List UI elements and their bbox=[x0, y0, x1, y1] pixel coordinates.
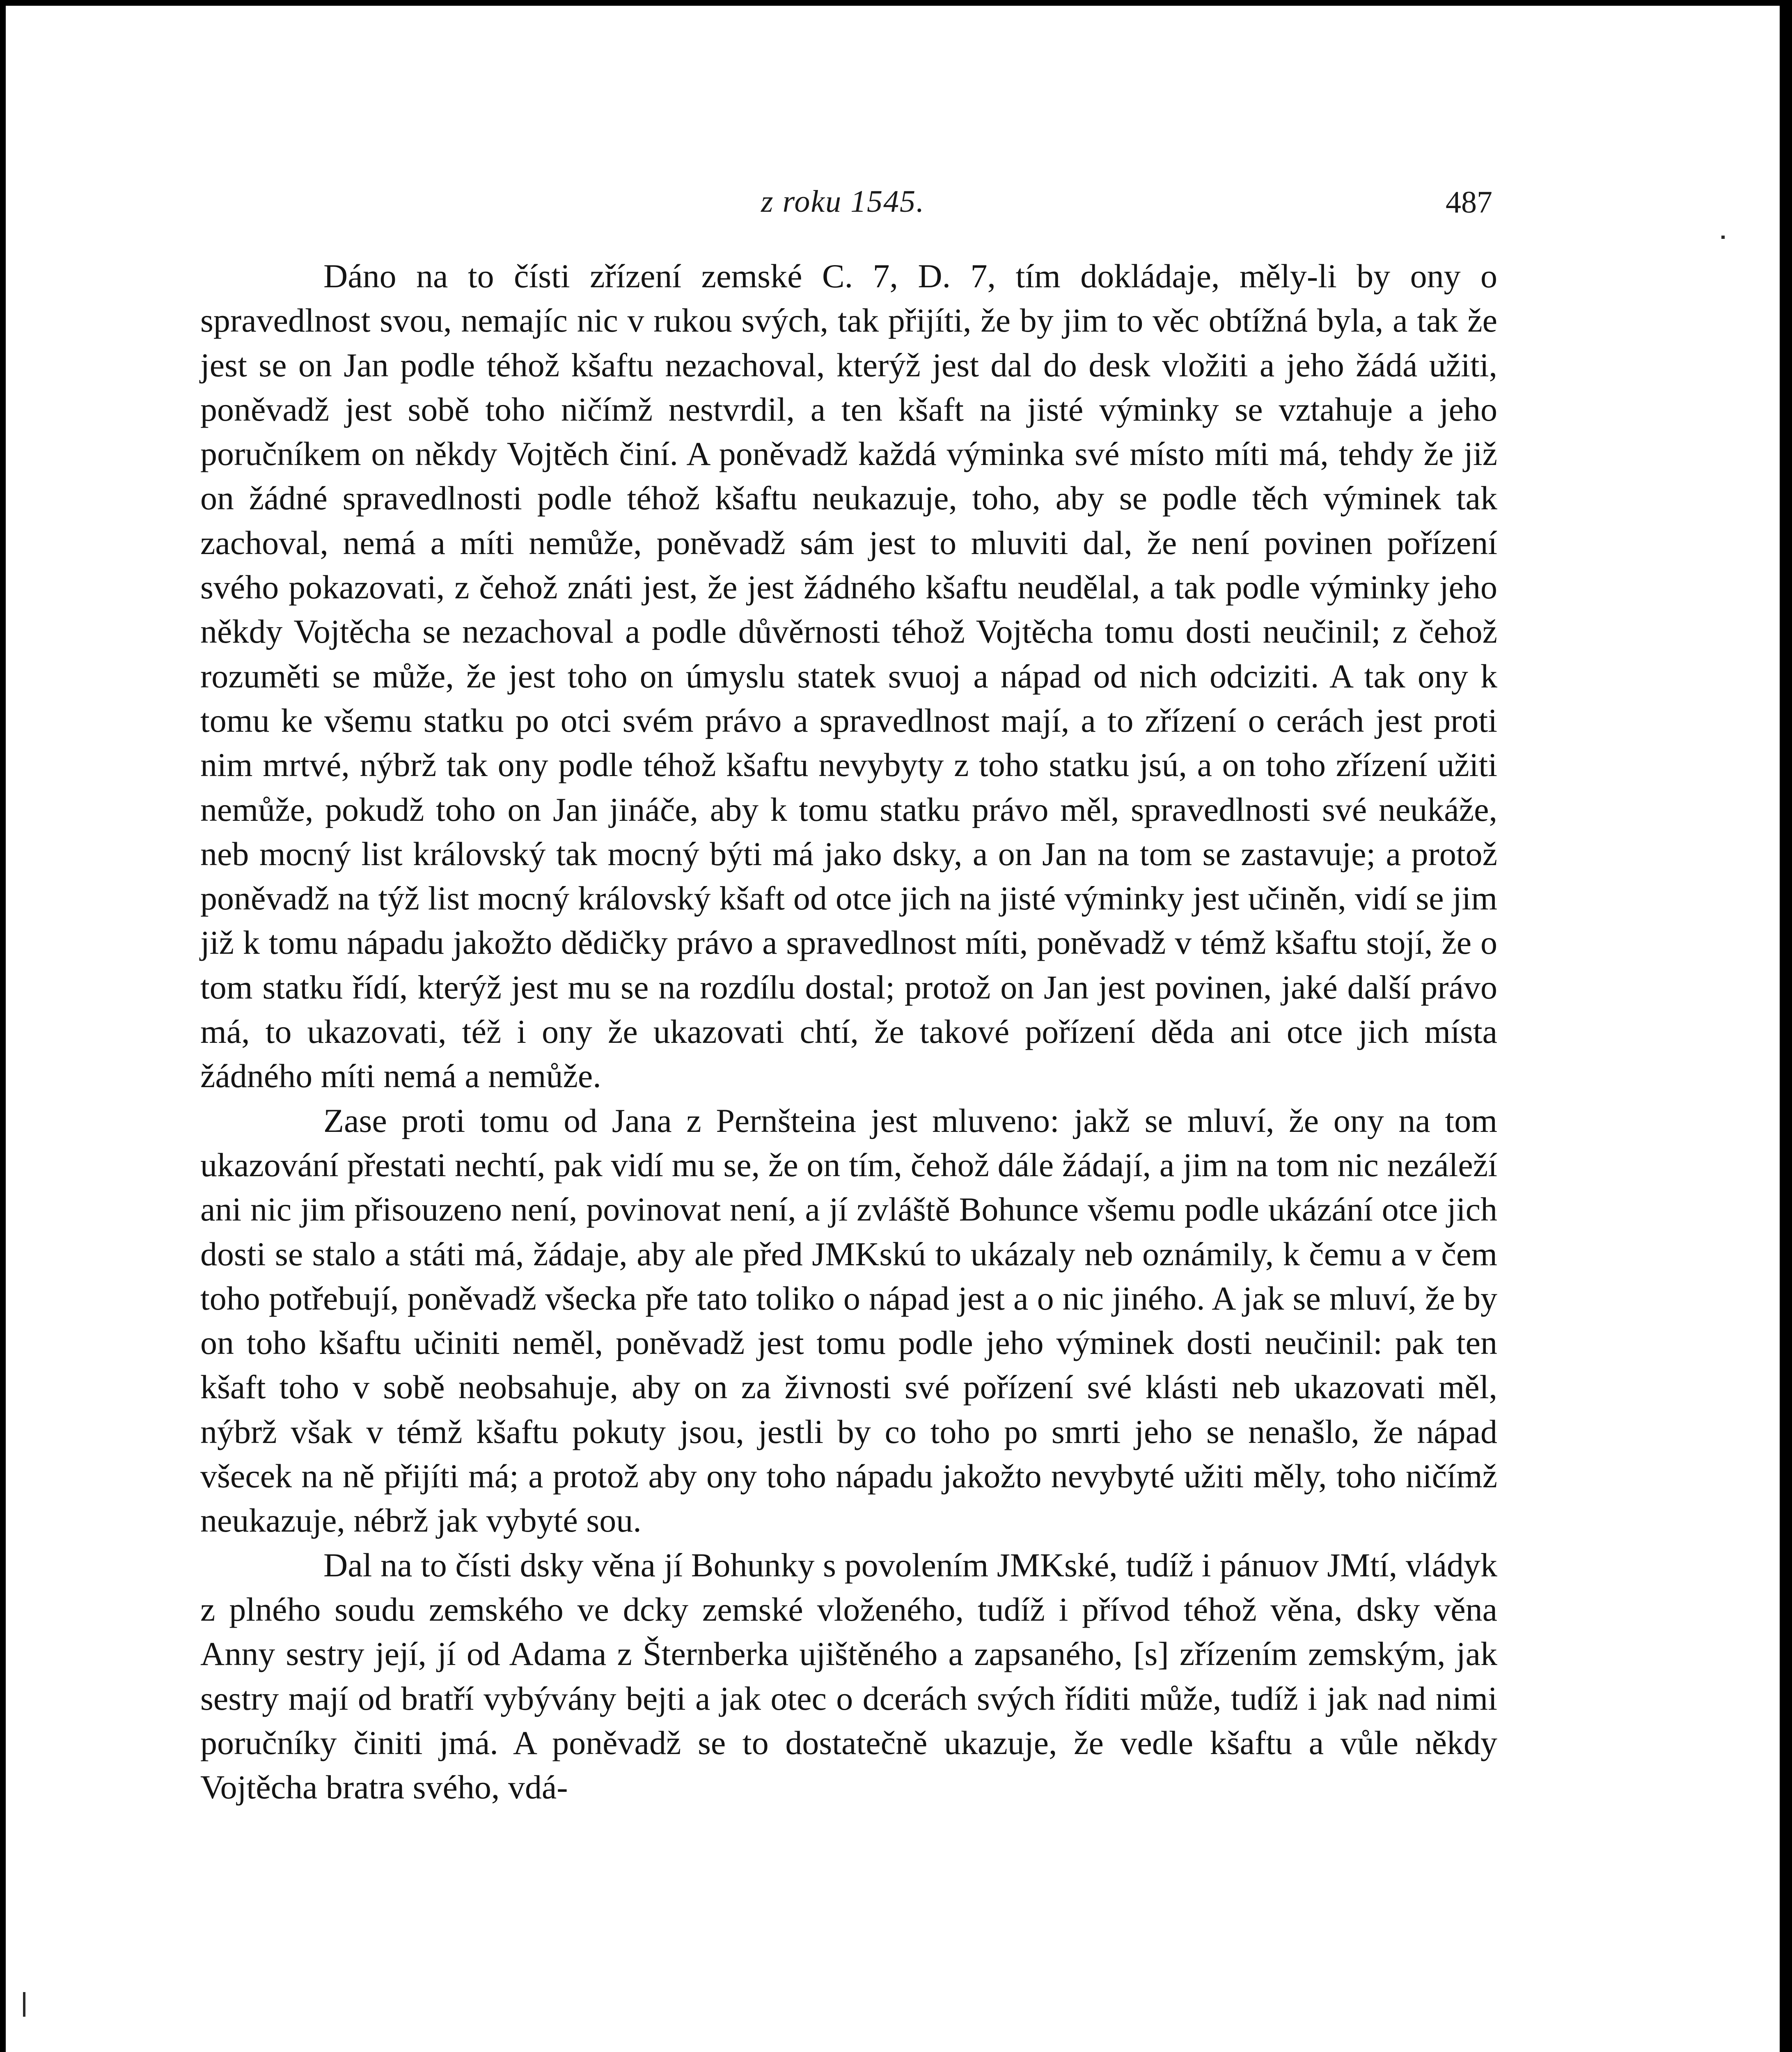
page-number: 487 bbox=[1446, 185, 1492, 220]
body-text bbox=[200, 254, 1497, 1809]
paragraph: Zase proti tomu od Jana z Pernšteina jest mluveno: jakž se mluví, že ony na tom ukazování přestati nechtí, pak vidí mu se, že on tím, čehož dále žádají, a jim na tom nic nezáleží ani nic jim přisouzeno není, povinovat není, a jí zvláště Bohunce všemu podle ukázání otce jich dosti se stalo a státi má, žádaje, aby ale před JMKskú to ukázaly neb oznámily, k čemu a v čem toho potřebují, poněvadž všecka pře tato toliko o nápad jest a o nic jiného. A jak se mluví, že by on toho kšaftu učiniti neměl, poněvadž jest tomu podle jeho výminek dosti neučinil: pak ten kšaft toho v sobě neobsahuje, aby on za živnosti své pořízení své klásti neb ukazovati měl, nýbrž však v témž kšaftu pokuty jsou, jestli by co toho po smrti jeho se nenašlo, že nápad všecek na ně přijíti má; a protož aby ony toho nápadu jakožto nevybyté užiti měly, toho ničímž neukazuje, nébrž jak vybyté sou. bbox=[200, 1102, 1497, 1539]
paragraph: Dáno na to čísti zřízení zemské C. 7, D. 7, tím dokládaje, měly-li by ony o spravedlnost svou, nemajíc nic v rukou svých, tak přijíti, že by jim to věc obtížná byla, a tak že jest se on Jan podle téhož kšaftu nezachoval, kterýž jest dal do desk vložiti a jeho žádá užiti, poněvadž jest sobě toho ničímž nestvrdil, a ten kšaft na jisté výminky se vztahuje a jeho poručníkem on někdy Vojtěch činí. A poněvadž každá výminka své místo míti má, tehdy že již on žádné spravedlnosti podle téhož kšaftu neukazuje, toho, aby se podle těch výminek tak zachoval, nemá a míti nemůže, poněvadž sám jest to mluviti dal, že není povinen pořízení svého pokazovati, z čehož znáti jest, že jest žádného kšaftu neudělal, a tak podle výminky jeho někdy Vojtěcha se nezachoval a podle důvěrnosti téhož Vojtěcha tomu dosti neučinil; z čehož rozuměti se může, že jest toho on úmyslu statek svuoj a nápad od nich odciziti. A tak ony k tomu ke všemu statku po otci svém právo a spravedlnost mají, a to zřízení o cerách jest proti nim mrtvé, nýbrž tak ony podle téhož kšaftu nevybyty z toho statku jsú, a on toho zřízení užiti nemůže, pokudž toho on Jan jináče, aby k tomu statku právo měl, spravedlnosti své neukáže, neb mocný list královský tak mocný býti má jako dsky, a on Jan na tom se zastavuje; a protož poněvadž na týž list mocný královský kšaft od otce jich na jisté výminky jest učiněn, vidí se jim již k tomu nápadu jakožto dědičky právo a spravedlnost míti, poněvadž v témž kšaftu stojí, že o tom statku řídí, kterýž jest mu se na rozdílu dostal; protož on Jan jest povinen, jaké další právo má, to ukazovati, též i ony že ukazovati chtí, že takové pořízení děda ani otce jich místa žádného míti nemá a nemůže. bbox=[200, 257, 1497, 1095]
scan-speck bbox=[1721, 236, 1725, 239]
running-head: z roku 1545. bbox=[761, 184, 925, 219]
scan-speck bbox=[23, 1992, 25, 2017]
paragraph: Dal na to čísti dsky věna jí Bohunky s povolením JMKské, tudíž i pánuov JMtí, vládyk z plného soudu zemského ve dcky zemské vloženého, tudíž i přívod téhož věna, dsky věna Anny sestry její, jí od Adama z Šternberka ujištěného a zapsaného, [s] zřízením zemským, jak sestry mají od bratří vybývány bejti a jak otec o dcerách svých říditi může, tudíž i jak nad nimi poručníky činiti jmá. A poněvadž se to dostatečně ukazuje, že vedle kšaftu a vůle někdy Vojtěcha bratra svého, vdá- bbox=[200, 1546, 1497, 1806]
document-page bbox=[6, 6, 1780, 2052]
